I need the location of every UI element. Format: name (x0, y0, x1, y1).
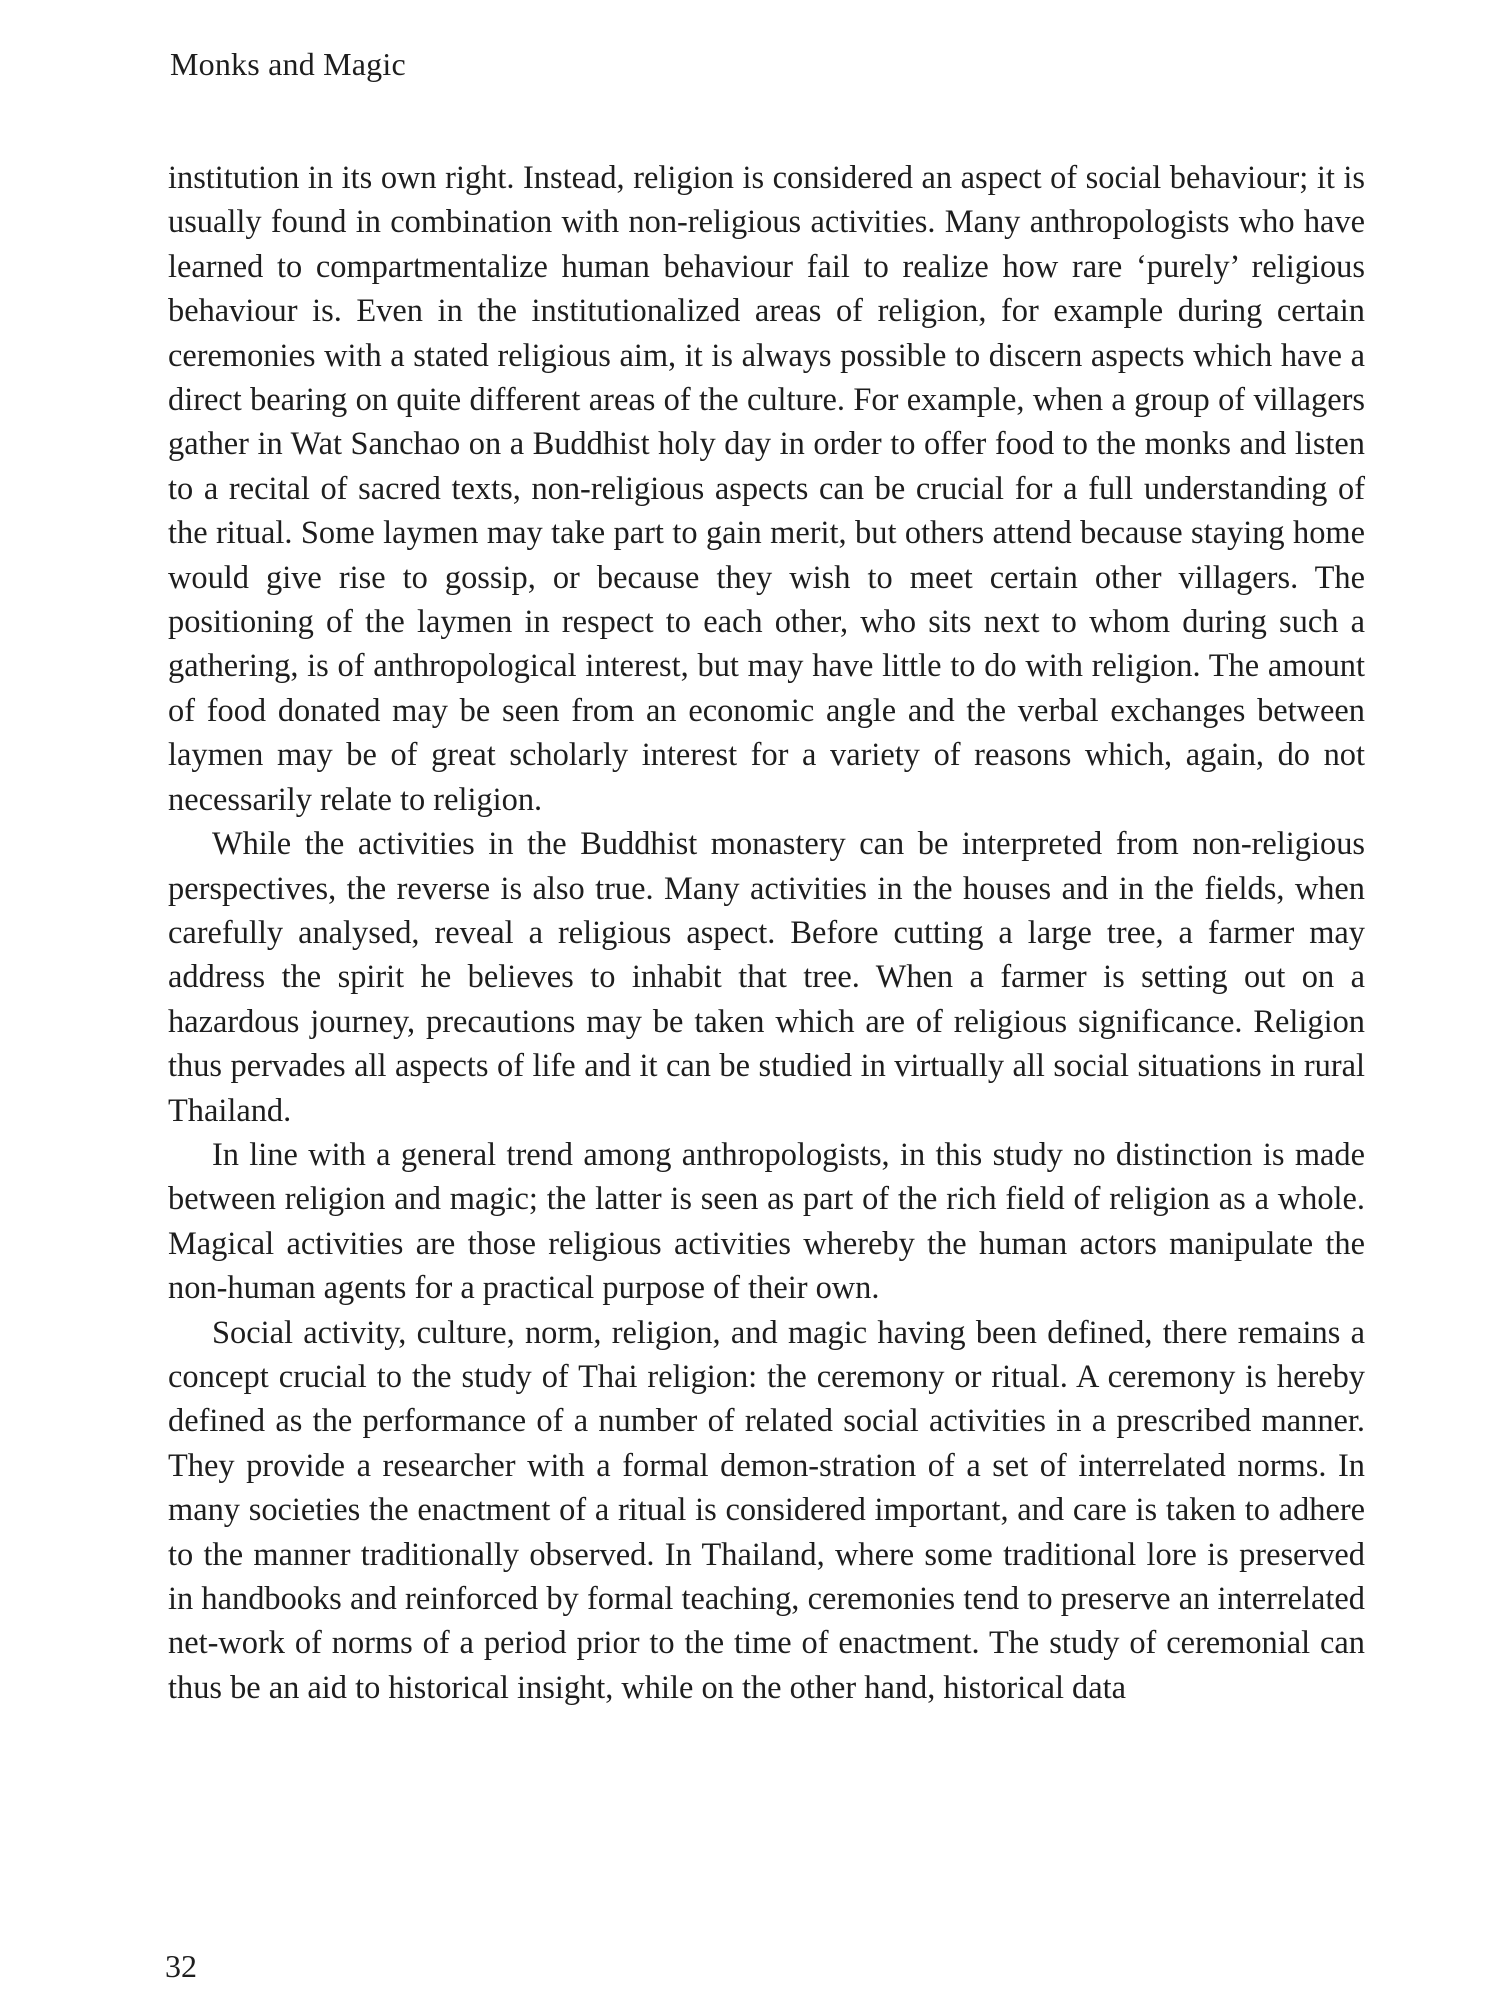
paragraph: Social activity, culture, norm, religion, and magic having been defined, there remains a concept crucial to the study of Thai religion: the ceremony or ritual. A ceremony is hereby defined as the performance of a number of related social activities in a prescribed manner. They provide a researcher with a formal demon-stration of a set of interrelated norms. In many societies the enactment of a ritual is considered important, and care is taken to adhere to the manner traditionally observed. In Thailand, where some traditional lore is preserved in handbooks and reinforced by formal teaching, ceremonies tend to preserve an interrelated net-work of norms of a period prior to the time of enactment. The study of ceremonial can thus be an aid to historical insight, while on the other hand, historical data (168, 1314, 1365, 1706)
paragraph: While the activities in the Buddhist monastery can be interpreted from non-religious perspectives, the reverse is also true. Many activities in the houses and in the fields, when carefully analysed, reveal a religious aspect. Before cutting a large tree, a farmer may address the spirit he believes to inhabit that tree. When a farmer is setting out on a hazardous journey, precautions may be taken which are of religious significance. Religion thus pervades all aspects of life and it can be studied in virtually all social situations in rural Thailand. (168, 826, 1365, 1129)
body-text (168, 156, 1365, 1710)
paragraph-continued: institution in its own right. Instead, religion is considered an aspect of social behaviour; it is usually found in combination with non-religious activities. Many anthropologists who have learned to compartmentalize human behaviour fail to realize how rare ‘purely’ religious behaviour is. Even in the institutionalized areas of religion, for example during certain ceremonies with a stated religious aim, it is always possible to discern aspects which have a direct bearing on quite different areas of the culture. For example, when a group of villagers gather in Wat Sanchao on a Buddhist holy day in order to offer food to the monks and listen to a recital of sacred texts, non-religious aspects can be crucial for a full understanding of the ritual. Some laymen may take part to gain merit, but others attend because staying home would give rise to gossip, or because they wish to meet certain other villagers. The positioning of the laymen in respect to each other, who sits next to whom during such a gathering, is of anthropological interest, but may have little to do with religion. The amount of food donated may be seen from an economic angle and the verbal exchanges between laymen may be of great scholarly interest for a variety of reasons which, again, do not necessarily relate to religion. (168, 160, 1365, 818)
paragraph: In line with a general trend among anthropologists, in this study no distinction is made between religion and magic; the latter is seen as part of the rich field of religion as a whole. Magical activities are those religious activities whereby the human actors manipulate the non-human agents for a practical purpose of their own. (168, 1136, 1365, 1307)
page-number: 32 (165, 1948, 197, 1984)
running-head-title: Monks and Magic (170, 46, 406, 82)
